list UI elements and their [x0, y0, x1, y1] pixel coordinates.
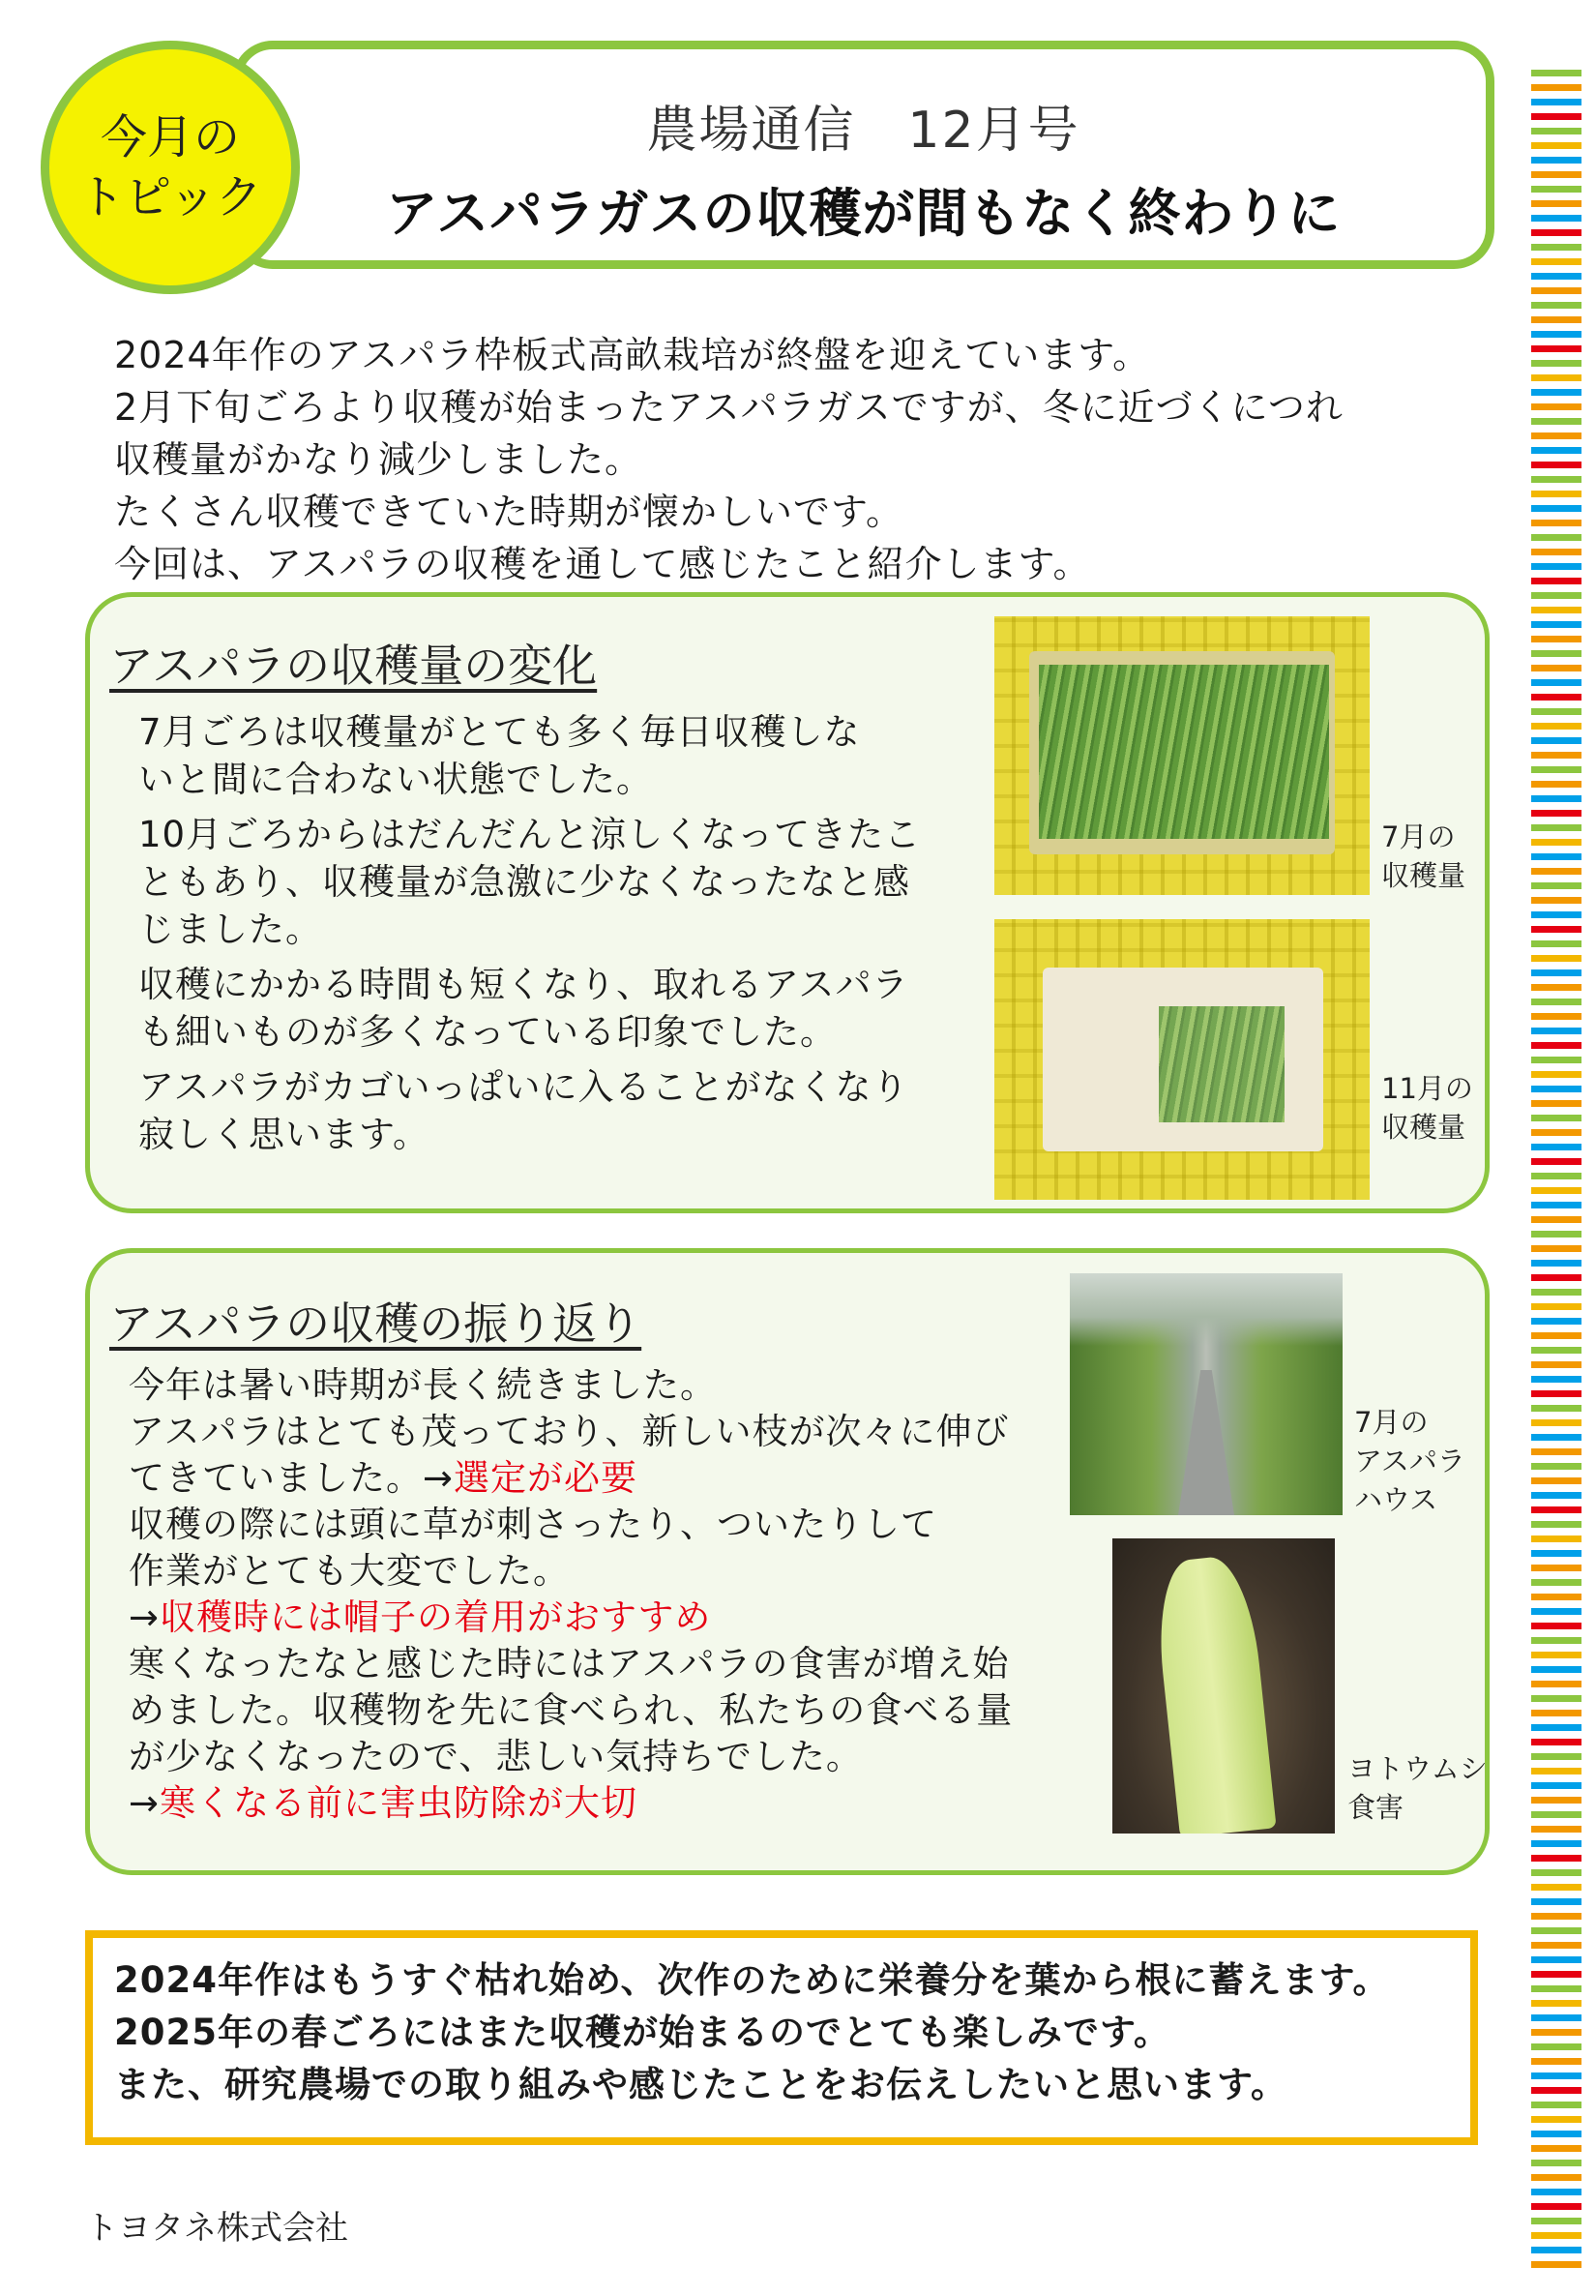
stripe [1531, 462, 1581, 468]
stripe [1531, 1057, 1581, 1063]
caption-line: 収穫量 [1381, 859, 1466, 892]
stripe [1531, 186, 1581, 193]
stripe [1531, 1129, 1581, 1136]
stripe [1531, 2247, 1581, 2253]
july-harvest-photo [994, 616, 1370, 895]
body-line [129, 1687, 1057, 1734]
body-line: じました。 [138, 909, 322, 950]
stripe [1531, 1869, 1581, 1876]
stripe [1531, 940, 1581, 947]
greenhouse-photo [1070, 1273, 1343, 1515]
stripe [1531, 1623, 1581, 1629]
stripe [1531, 534, 1581, 541]
topic-badge-line: 今月の [100, 110, 240, 164]
stripe [1531, 1477, 1581, 1484]
closing-line: また、研究農場での取り組みや感じたことをお伝えしたいと思います。 [114, 2064, 1288, 2105]
stripe [1531, 447, 1581, 454]
stripe [1531, 1797, 1581, 1804]
stripe [1531, 2232, 1581, 2239]
stripe [1531, 1579, 1581, 1586]
stripe [1531, 1216, 1581, 1223]
stripe [1531, 2203, 1581, 2210]
stripe [1531, 1652, 1581, 1658]
stripe [1531, 491, 1581, 497]
caption-line: 7月の [1381, 820, 1456, 853]
stripe [1531, 1506, 1581, 1513]
stripe [1531, 1115, 1581, 1121]
company-name: トヨタネ株式会社 [85, 2209, 348, 2248]
closing-line: 2024年作はもうすぐ枯れ始め、次作のために栄養分を葉から根に蓄えます。 [114, 1959, 1390, 2001]
stripe [1531, 1013, 1581, 1020]
stripe [1531, 839, 1581, 846]
body-line-text: めました。収穫物を先に食べられ、私たちの食べる量 [129, 1689, 1014, 1731]
newsletter-issue: 農場通信 12月号 [646, 102, 1080, 160]
stripe [1531, 1245, 1581, 1252]
photo-caption [1354, 1403, 1465, 1519]
stripe [1531, 403, 1581, 410]
stripe [1531, 1448, 1581, 1455]
stripe [1531, 1985, 1581, 1992]
stripe [1531, 1274, 1581, 1281]
stripe [1531, 2029, 1581, 2036]
stripe [1531, 1565, 1581, 1571]
stripe [1531, 781, 1581, 788]
page-title: アスパラガスの収穫が間もなく終わりに [385, 183, 1342, 244]
stripe [1531, 1231, 1581, 1237]
intro-line: 2024年作のアスパラ枠板式高畝栽培が終盤を迎えています。 [114, 334, 1151, 376]
stripe [1531, 2072, 1581, 2079]
closing-line: 2025年の春ごろにはまた収穫が始まるのでとても楽しみです。 [114, 2012, 1171, 2053]
intro-line: 2月下旬ごろより収穫が始まったアスパラガスですが、冬に近づくにつれ [114, 386, 1344, 429]
body-line-text: アスパラはとても茂っており、新しい枝が次々に伸び [129, 1411, 1010, 1452]
highlight-text: 寒くなる前に害虫防除が大切 [160, 1782, 638, 1824]
stripe [1531, 926, 1581, 933]
caption-line: 7月の [1354, 1406, 1429, 1439]
topic-badge-line: トピック [77, 170, 263, 224]
body-line [129, 1548, 1057, 1595]
stripe [1531, 331, 1581, 338]
stripe [1531, 1434, 1581, 1441]
stripe [1531, 128, 1581, 134]
stripe [1531, 2087, 1581, 2094]
stripe [1531, 1042, 1581, 1049]
stripe [1531, 1347, 1581, 1354]
stripe [1531, 578, 1581, 584]
stripe [1531, 1710, 1581, 1716]
stripe [1531, 1536, 1581, 1542]
intro-line: たくさん収穫できていた時期が懐かしいです。 [114, 491, 903, 533]
stripe [1531, 1898, 1581, 1905]
stripe [1531, 665, 1581, 671]
stripe [1531, 592, 1581, 599]
stripe [1531, 1332, 1581, 1339]
caption-line: 11月の [1381, 1072, 1473, 1105]
november-harvest-photo [994, 919, 1370, 1200]
topic-badge [41, 41, 300, 294]
stripe [1531, 1739, 1581, 1745]
stripe [1531, 1028, 1581, 1034]
body-line-text: てきていました。→ [129, 1457, 455, 1499]
stripe [1531, 258, 1581, 265]
stripe [1531, 1376, 1581, 1383]
stripe [1531, 795, 1581, 802]
body-line-text: → [129, 1782, 161, 1824]
stripe [1531, 70, 1581, 76]
stripe [1531, 2160, 1581, 2166]
stripe [1531, 287, 1581, 294]
stripe [1531, 99, 1581, 105]
caption-line: アスパラ [1354, 1445, 1465, 1477]
caption-line: 収穫量 [1381, 1111, 1466, 1144]
highlight-text: 収穫時には帽子の着用がおすすめ [160, 1596, 712, 1638]
stripe [1531, 1086, 1581, 1092]
stripe [1531, 1840, 1581, 1847]
stripe [1531, 1971, 1581, 1978]
stripe [1531, 911, 1581, 918]
intro-line: 収穫量がかなり減少しました。 [114, 438, 643, 481]
stripe [1531, 2116, 1581, 2123]
body-line: 寂しく思います。 [138, 1114, 430, 1155]
stripe [1531, 1521, 1581, 1528]
body-line [129, 1409, 1057, 1455]
stripe [1531, 1724, 1581, 1731]
stripe [1531, 2058, 1581, 2065]
body-line-text: → [129, 1596, 161, 1638]
stripe [1531, 694, 1581, 701]
stripe [1531, 505, 1581, 512]
stripe [1531, 302, 1581, 309]
stripe [1531, 1956, 1581, 1963]
stripe [1531, 1100, 1581, 1107]
section-title: アスパラの収穫の振り返り [109, 1297, 642, 1350]
body-line: 収穫にかかる時間も短くなり、取れるアスパラ [138, 964, 909, 1005]
body-line [129, 1502, 1057, 1548]
section-body [129, 1362, 1057, 1827]
stripe [1531, 1144, 1581, 1150]
stripe [1531, 374, 1581, 381]
stripe [1531, 389, 1581, 396]
stripe [1531, 1390, 1581, 1397]
stripe [1531, 418, 1581, 425]
stripe [1531, 1492, 1581, 1499]
stripe [1531, 1318, 1581, 1325]
caption-line: 食害 [1347, 1791, 1404, 1824]
stripe [1531, 737, 1581, 744]
stripe [1531, 679, 1581, 686]
stripe [1531, 810, 1581, 817]
stripe [1531, 1419, 1581, 1426]
stripe [1531, 999, 1581, 1005]
stripe [1531, 229, 1581, 236]
stripe [1531, 650, 1581, 657]
stripe [1531, 984, 1581, 991]
stripe [1531, 2261, 1581, 2268]
body-line: 7月ごろは収穫量がとても多く毎日収穫しな [138, 711, 861, 753]
stripe [1531, 244, 1581, 251]
photo-caption [1381, 818, 1465, 895]
stripe [1531, 1681, 1581, 1687]
stripe [1531, 1811, 1581, 1818]
stripe [1531, 2131, 1581, 2137]
stripe [1531, 1289, 1581, 1296]
body-line [129, 1455, 1057, 1502]
body-line [129, 1362, 1057, 1409]
intro-text [114, 329, 1391, 590]
stripe [1531, 1550, 1581, 1557]
stripe [1531, 1927, 1581, 1934]
caption-line: ハウス [1354, 1483, 1438, 1516]
body-line-text: 寒くなったなと感じた時にはアスパラの食害が増え始 [129, 1643, 1010, 1685]
caption-line: ヨトウムシ [1347, 1752, 1488, 1785]
stripe [1531, 1202, 1581, 1208]
stripe [1531, 1071, 1581, 1078]
body-line [129, 1641, 1057, 1687]
body-line-text: 収穫の際には頭に草が刺さったり、ついたりして [129, 1504, 937, 1545]
stripe [1531, 708, 1581, 715]
stripe [1531, 1594, 1581, 1600]
stripe [1531, 157, 1581, 164]
stripe [1531, 1826, 1581, 1833]
stripe [1531, 1173, 1581, 1179]
body-line: アスパラがカゴいっぱいに入ることがなくなり [138, 1066, 909, 1108]
stripe [1531, 273, 1581, 280]
stripe [1531, 882, 1581, 889]
section-title: アスパラの収穫量の変化 [109, 640, 598, 692]
body-line [129, 1734, 1057, 1780]
stripe [1531, 766, 1581, 773]
stripe [1531, 1884, 1581, 1891]
stripe [1531, 316, 1581, 323]
stripe [1531, 1405, 1581, 1412]
stripe [1531, 1666, 1581, 1673]
stripe [1531, 1913, 1581, 1920]
body-line: も細いものが多くなっている印象でした。 [138, 1011, 837, 1053]
stripe [1531, 2174, 1581, 2181]
body-line-text: 今年は暑い時期が長く続きました。 [129, 1364, 717, 1406]
stripe [1531, 432, 1581, 439]
stripe [1531, 2102, 1581, 2108]
stripe [1531, 868, 1581, 875]
stripe [1531, 897, 1581, 904]
highlight-text: 選定が必要 [454, 1457, 638, 1499]
body-line: ともあり、収穫量が急激に少なくなったなと感 [138, 861, 910, 903]
stripe [1531, 113, 1581, 120]
stripe [1531, 1695, 1581, 1702]
stripe [1531, 520, 1581, 526]
stripe [1531, 1158, 1581, 1165]
body-line: 10月ごろからはだんだんと涼しくなってきたこ [138, 814, 922, 855]
stripe [1531, 1463, 1581, 1470]
stripe [1531, 360, 1581, 367]
stripe [1531, 2189, 1581, 2195]
stripe [1531, 1608, 1581, 1615]
stripe [1531, 1782, 1581, 1789]
closing-text [114, 1954, 1488, 2111]
photo-caption [1347, 1749, 1488, 1827]
body-line [129, 1595, 1057, 1641]
stripe [1531, 171, 1581, 178]
stripe [1531, 2043, 1581, 2050]
stripe [1531, 1942, 1581, 1949]
stripe [1531, 1187, 1581, 1194]
stripe [1531, 1753, 1581, 1760]
body-line-text: が少なくなったので、悲しい気持ちでした。 [129, 1736, 863, 1777]
section-body [138, 708, 951, 1166]
stripe [1531, 549, 1581, 555]
stripe [1531, 1260, 1581, 1267]
body-line [129, 1780, 1057, 1827]
stripe [1531, 2000, 1581, 2007]
stripe [1531, 621, 1581, 628]
stripe [1531, 1855, 1581, 1862]
stripe [1531, 1303, 1581, 1310]
intro-line: 今回は、アスパラの収穫を通して感じたこと紹介します。 [114, 543, 1091, 585]
body-line-text: 作業がとても大変でした。 [129, 1550, 570, 1592]
stripe [1531, 1768, 1581, 1774]
armyworm-damage-photo [1112, 1538, 1335, 1834]
stripe [1531, 636, 1581, 642]
stripe [1531, 955, 1581, 962]
stripe [1531, 824, 1581, 831]
stripe [1531, 607, 1581, 613]
stripe [1531, 2014, 1581, 2021]
stripe [1531, 345, 1581, 352]
stripe [1531, 563, 1581, 570]
stripe [1531, 969, 1581, 976]
stripe [1531, 1637, 1581, 1644]
stripe [1531, 752, 1581, 759]
decorative-stripes [1531, 70, 1581, 2276]
stripe [1531, 142, 1581, 149]
stripe [1531, 215, 1581, 222]
stripe [1531, 723, 1581, 730]
photo-caption [1381, 1069, 1473, 1147]
stripe [1531, 200, 1581, 207]
stripe [1531, 1361, 1581, 1368]
stripe [1531, 853, 1581, 860]
body-line: いと間に合わない状態でした。 [138, 759, 653, 800]
stripe [1531, 2145, 1581, 2152]
stripe [1531, 2218, 1581, 2224]
stripe [1531, 84, 1581, 91]
stripe [1531, 476, 1581, 483]
